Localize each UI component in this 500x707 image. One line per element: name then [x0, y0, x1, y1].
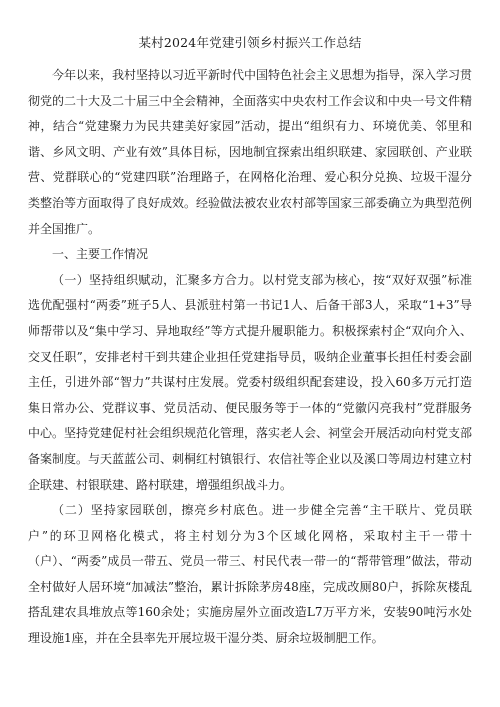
intro-paragraph: 今年以来，我村坚持以习近平新时代中国特色社会主义思想为指导，深入学习贯彻党的二十大及二十届三中全会精神，全面落实中央农村工作会议和中央一号文件精神，结合“党建聚力为民共建美好家园”活动，提出“组织有力、环境优美、邻里和谐、乡风文明、产业有效”具体目标，因地制宜探索出组织联建、家园联创、产业联营、党群联心的“党建四联”治理路子，在网格化治理、爱心积分兑换、垃圾干湿分类整治等方面取得了良好成效。经验做法被农业农村部等国家三部委确立为典型范例并全国推广。 [28, 68, 473, 236]
document-title: 某村2024年党建引领乡村振兴工作总结 [138, 35, 362, 50]
section-heading: 一、主要工作情况 [52, 247, 149, 262]
section-item-paragraph: （一）坚持组织赋动，汇聚多方合力。以村党支部为核心，按“双好双强”标准选优配强村“两委”班子5人、县派驻村第一书记1人、后备干部3人，采取“1+3”导师帮带以及“集中学习、异地取经”等方式提升履职能力。积极探索村企“双向介入、交叉任职”，安排老村干到共建企业担任党建指导员，吸纳企业董事长担任村委会副主任，引进外部“智力”共谋村庄发展。党委村级组织配套建设，投入60多万元打造集日常办公、党群议事、党员活动、便民服务等于一体的“党徽闪亮我村”党群服务中心。坚持党建促村社会组织规范化管理，落实老人会、祠堂会开展活动向村党支部备案制度。与天蓝蓝公司、刺桐红村镇银行、农信社等企业以及溪口等周边村建立村企联建、村银联建、路村联建，增强组织战斗力。 [28, 272, 473, 492]
section-item-paragraph: （二）坚持家园联创，擦亮乡村底色。进一步健全完善“主干联片、党员联户”的环卫网格化模式，将主村划分为3个区域化网格，采取村主干一带十（户）、“两委”成员一带五、党员一带三、村民代表一带一的“帮带管理”做法，带动全村做好人居环境“加减法”整治，累计拆除茅房48座，完成改厕80户，拆除灰楼乱搭乱建农具堆放点等160余处；实施房屋外立面改造L7万平方米，安装90吨污水处理设施1座，并在全县率先开展垃圾干湿分类、厨余垃圾制肥工作。 [28, 503, 472, 646]
